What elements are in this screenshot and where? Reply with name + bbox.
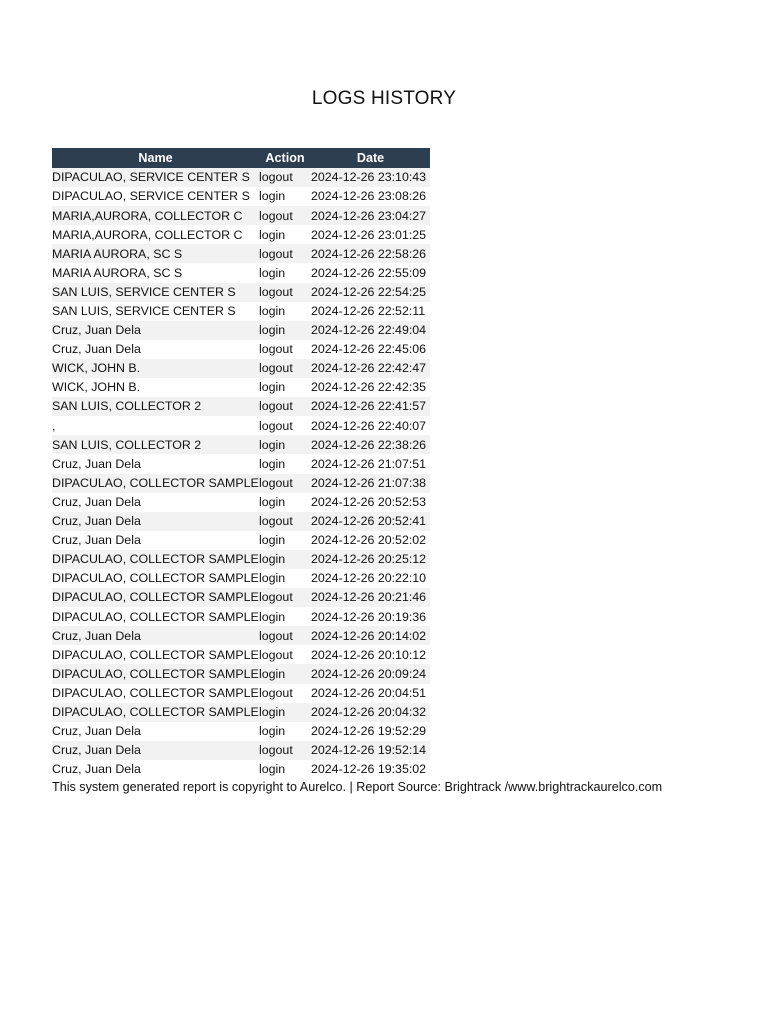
- cell-date: 2024-12-26 19:52:14: [311, 741, 430, 760]
- cell-action: logout: [259, 206, 311, 225]
- table-row: [52, 225, 430, 244]
- logs-table: [52, 148, 430, 779]
- cell-name: Cruz, Juan Dela: [52, 512, 259, 531]
- table-row: [52, 168, 430, 187]
- table-row: [52, 321, 430, 340]
- table-body: [52, 168, 430, 779]
- cell-date: 2024-12-26 20:25:12: [311, 550, 430, 569]
- cell-action: login: [259, 493, 311, 512]
- cell-name: DIPACULAO, COLLECTOR SAMPLE: [52, 645, 259, 664]
- cell-date: 2024-12-26 23:10:43: [311, 168, 430, 187]
- table-row: [52, 531, 430, 550]
- cell-action: logout: [259, 474, 311, 493]
- cell-date: 2024-12-26 22:54:25: [311, 283, 430, 302]
- cell-date: 2024-12-26 22:41:57: [311, 397, 430, 416]
- cell-action: logout: [259, 512, 311, 531]
- cell-name: DIPACULAO, COLLECTOR SAMPLE: [52, 703, 259, 722]
- cell-name: SAN LUIS, COLLECTOR 2: [52, 397, 259, 416]
- table-row: [52, 645, 430, 664]
- cell-action: logout: [259, 645, 311, 664]
- cell-action: login: [259, 378, 311, 397]
- cell-date: 2024-12-26 21:07:51: [311, 454, 430, 473]
- cell-name: Cruz, Juan Dela: [52, 454, 259, 473]
- cell-name: MARIA AURORA, SC S: [52, 263, 259, 282]
- cell-date: 2024-12-26 22:42:47: [311, 359, 430, 378]
- cell-name: SAN LUIS, SERVICE CENTER S: [52, 283, 259, 302]
- table-row: [52, 416, 430, 435]
- cell-date: 2024-12-26 22:40:07: [311, 416, 430, 435]
- table-row: [52, 588, 430, 607]
- cell-action: login: [259, 607, 311, 626]
- cell-name: DIPACULAO, COLLECTOR SAMPLE: [52, 588, 259, 607]
- column-header-date: Date: [311, 148, 430, 168]
- cell-date: 2024-12-26 22:49:04: [311, 321, 430, 340]
- cell-date: 2024-12-26 22:58:26: [311, 244, 430, 263]
- cell-action: login: [259, 531, 311, 550]
- table-row: [52, 607, 430, 626]
- table-row: [52, 283, 430, 302]
- cell-action: login: [259, 225, 311, 244]
- cell-name: Cruz, Juan Dela: [52, 760, 259, 779]
- cell-date: 2024-12-26 20:21:46: [311, 588, 430, 607]
- table-row: [52, 263, 430, 282]
- cell-date: 2024-12-26 20:14:02: [311, 626, 430, 645]
- table-row: [52, 741, 430, 760]
- cell-action: logout: [259, 397, 311, 416]
- cell-action: login: [259, 703, 311, 722]
- cell-date: 2024-12-26 20:19:36: [311, 607, 430, 626]
- cell-date: 2024-12-26 20:52:02: [311, 531, 430, 550]
- cell-action: login: [259, 722, 311, 741]
- cell-date: 2024-12-26 22:42:35: [311, 378, 430, 397]
- cell-date: 2024-12-26 20:09:24: [311, 664, 430, 683]
- cell-date: 2024-12-26 20:52:53: [311, 493, 430, 512]
- cell-date: 2024-12-26 21:07:38: [311, 474, 430, 493]
- cell-name: DIPACULAO, COLLECTOR SAMPLE: [52, 607, 259, 626]
- column-header-action: Action: [259, 148, 311, 168]
- cell-action: login: [259, 454, 311, 473]
- cell-action: login: [259, 321, 311, 340]
- cell-name: MARIA,AURORA, COLLECTOR C: [52, 225, 259, 244]
- cell-date: 2024-12-26 20:22:10: [311, 569, 430, 588]
- cell-date: 2024-12-26 19:52:29: [311, 722, 430, 741]
- table-row: [52, 722, 430, 741]
- cell-date: 2024-12-26 22:52:11: [311, 302, 430, 321]
- table-row: [52, 569, 430, 588]
- table-row: [52, 206, 430, 225]
- table-row: [52, 359, 430, 378]
- cell-date: 2024-12-26 19:35:02: [311, 760, 430, 779]
- table-row: [52, 397, 430, 416]
- cell-action: login: [259, 760, 311, 779]
- cell-name: MARIA,AURORA, COLLECTOR C: [52, 206, 259, 225]
- cell-action: login: [259, 263, 311, 282]
- table-row: [52, 493, 430, 512]
- cell-date: 2024-12-26 23:08:26: [311, 187, 430, 206]
- cell-action: login: [259, 569, 311, 588]
- cell-action: login: [259, 187, 311, 206]
- cell-date: 2024-12-26 20:10:12: [311, 645, 430, 664]
- cell-name: Cruz, Juan Dela: [52, 741, 259, 760]
- cell-action: logout: [259, 684, 311, 703]
- column-header-name: Name: [52, 148, 259, 168]
- table-row: [52, 244, 430, 263]
- cell-date: 2024-12-26 22:55:09: [311, 263, 430, 282]
- cell-date: 2024-12-26 20:52:41: [311, 512, 430, 531]
- cell-name: DIPACULAO, COLLECTOR SAMPLE: [52, 684, 259, 703]
- table-row: [52, 340, 430, 359]
- cell-action: login: [259, 302, 311, 321]
- table-row: [52, 664, 430, 683]
- table-row: [52, 550, 430, 569]
- cell-name: DIPACULAO, COLLECTOR SAMPLE: [52, 569, 259, 588]
- table-row: [52, 435, 430, 454]
- cell-action: login: [259, 435, 311, 454]
- cell-date: 2024-12-26 20:04:32: [311, 703, 430, 722]
- cell-action: logout: [259, 359, 311, 378]
- cell-name: DIPACULAO, SERVICE CENTER S: [52, 168, 259, 187]
- cell-date: 2024-12-26 23:04:27: [311, 206, 430, 225]
- cell-name: Cruz, Juan Dela: [52, 340, 259, 359]
- cell-name: SAN LUIS, COLLECTOR 2: [52, 435, 259, 454]
- table-row: [52, 187, 430, 206]
- cell-action: logout: [259, 283, 311, 302]
- cell-action: login: [259, 664, 311, 683]
- page-title: LOGS HISTORY: [311, 88, 457, 109]
- cell-date: 2024-12-26 23:01:25: [311, 225, 430, 244]
- cell-name: WICK, JOHN B.: [52, 359, 259, 378]
- footer-note: This system generated report is copyright to Aurelco. | Report Source: Brightrack /www.brightrackaurelco.com: [52, 780, 663, 794]
- cell-name: Cruz, Juan Dela: [52, 722, 259, 741]
- cell-name: DIPACULAO, COLLECTOR SAMPLE: [52, 474, 259, 493]
- table-row: [52, 684, 430, 703]
- cell-name: Cruz, Juan Dela: [52, 493, 259, 512]
- table-row: [52, 474, 430, 493]
- cell-date: 2024-12-26 22:45:06: [311, 340, 430, 359]
- table-row: [52, 760, 430, 779]
- cell-name: Cruz, Juan Dela: [52, 626, 259, 645]
- cell-name: MARIA AURORA, SC S: [52, 244, 259, 263]
- cell-action: logout: [259, 741, 311, 760]
- cell-action: logout: [259, 244, 311, 263]
- table-row: [52, 512, 430, 531]
- cell-action: logout: [259, 588, 311, 607]
- cell-name: DIPACULAO, SERVICE CENTER S: [52, 187, 259, 206]
- table-row: [52, 626, 430, 645]
- cell-name: WICK, JOHN B.: [52, 378, 259, 397]
- table-row: [52, 703, 430, 722]
- table-row: [52, 378, 430, 397]
- cell-name: Cruz, Juan Dela: [52, 531, 259, 550]
- cell-action: logout: [259, 626, 311, 645]
- table-row: [52, 454, 430, 473]
- cell-date: 2024-12-26 22:38:26: [311, 435, 430, 454]
- cell-date: 2024-12-26 20:04:51: [311, 684, 430, 703]
- cell-action: logout: [259, 168, 311, 187]
- table-header-row: [52, 148, 430, 168]
- cell-action: logout: [259, 416, 311, 435]
- cell-action: logout: [259, 340, 311, 359]
- cell-name: SAN LUIS, SERVICE CENTER S: [52, 302, 259, 321]
- cell-action: login: [259, 550, 311, 569]
- cell-name: DIPACULAO, COLLECTOR SAMPLE: [52, 550, 259, 569]
- cell-name: Cruz, Juan Dela: [52, 321, 259, 340]
- cell-name: ,: [52, 416, 259, 435]
- cell-name: DIPACULAO, COLLECTOR SAMPLE: [52, 664, 259, 683]
- table-row: [52, 302, 430, 321]
